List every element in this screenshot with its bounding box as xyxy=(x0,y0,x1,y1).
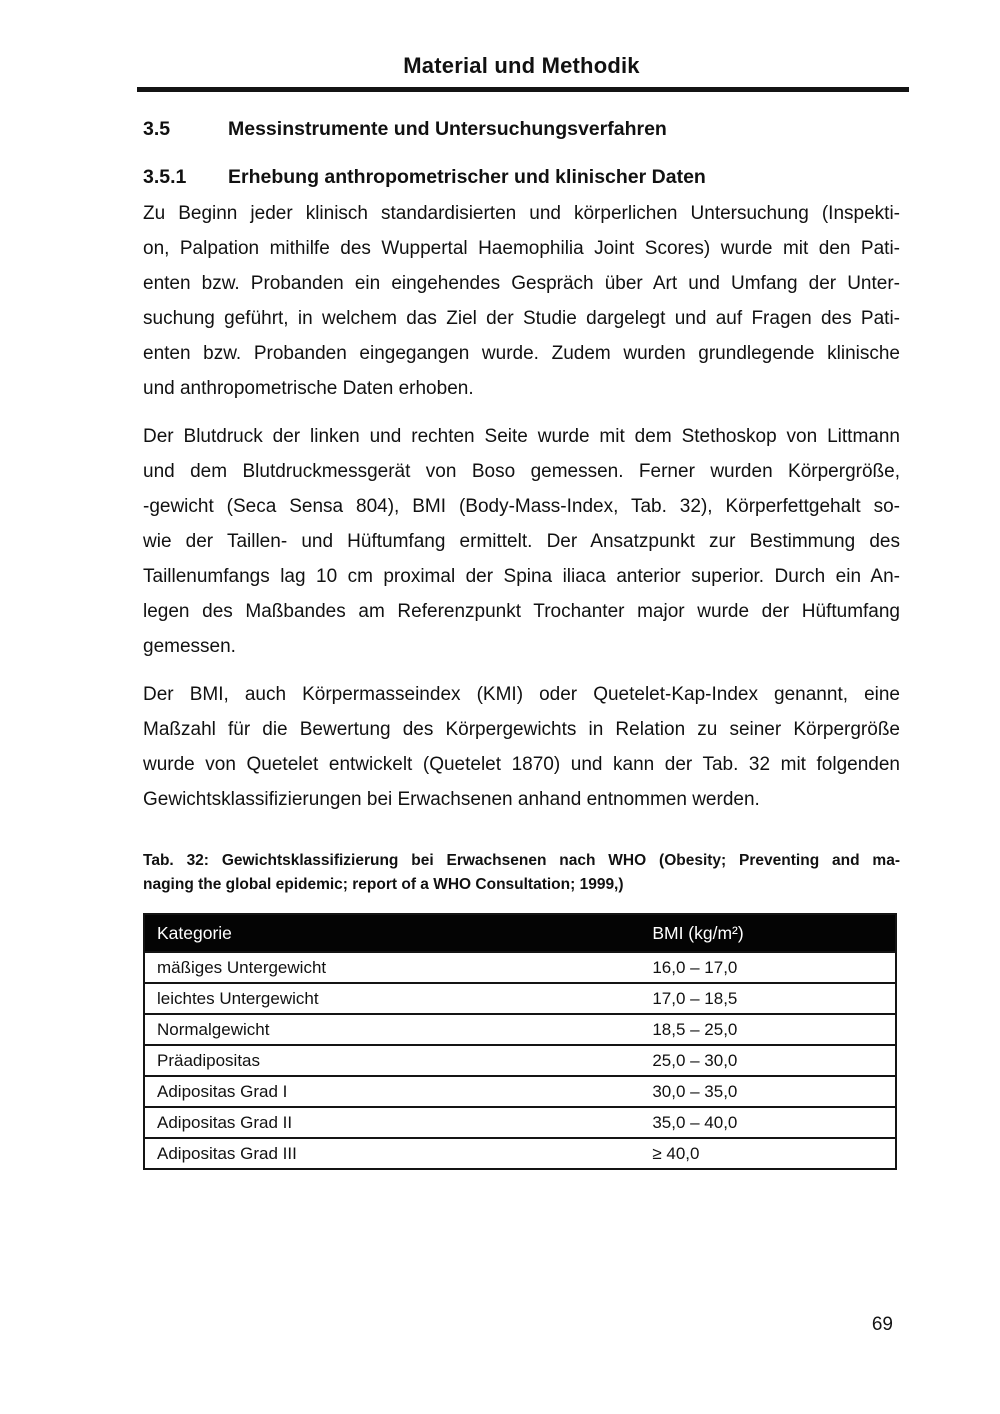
table-caption-line: naging the global epidemic; report of a WHO Consultation; 1999,) xyxy=(143,876,624,893)
cell-bmi-range: ≥ 40,0 xyxy=(640,1138,896,1169)
cell-kategorie: Adipositas Grad I xyxy=(144,1076,640,1107)
cell-bmi-range: 16,0 – 17,0 xyxy=(640,952,896,983)
table-row xyxy=(144,1014,896,1045)
section-heading-3-5 xyxy=(143,117,900,141)
section-title: Messinstrumente und Untersuchungsverfahren xyxy=(228,118,667,140)
paragraph-line: enten bzw. Probanden ein eingehendes Gespräch über Art und Umfang der Unter- xyxy=(143,273,900,294)
column-header-bmi: BMI (kg/m²) xyxy=(640,914,896,952)
cell-kategorie: mäßiges Untergewicht xyxy=(144,952,640,983)
table-row xyxy=(144,1076,896,1107)
paragraph-line: Der BMI, auch Körpermasseindex (KMI) oder Quetelet-Kap-Index genannt, eine xyxy=(143,684,900,705)
cell-bmi-range: 35,0 – 40,0 xyxy=(640,1107,896,1138)
paragraph-line: enten bzw. Probanden eingegangen wurde. Zudem wurden grundlegende klinische xyxy=(143,343,900,364)
running-header-title: Material und Methodik xyxy=(403,53,640,78)
body-paragraphs xyxy=(143,196,900,817)
paragraph-2 xyxy=(143,419,900,664)
section-number: 3.5 xyxy=(143,118,171,140)
cell-bmi-range: 18,5 – 25,0 xyxy=(640,1014,896,1045)
cell-kategorie: Präadipositas xyxy=(144,1045,640,1076)
page-content xyxy=(143,0,900,1170)
paragraph-line: legen des Maßbandes am Referenzpunkt Trochanter major wurde der Hüftumfang xyxy=(143,601,900,622)
bmi-classification-table xyxy=(143,913,897,1170)
header-double-rule xyxy=(137,87,909,92)
page-number: 69 xyxy=(871,1314,893,1335)
table-row xyxy=(144,952,896,983)
paragraph-line: wurde von Quetelet entwickelt (Quetelet 1870) und kann der Tab. 32 mit folgenden xyxy=(143,754,900,775)
cell-kategorie: Normalgewicht xyxy=(144,1014,640,1045)
paragraph-line: suchung geführt, in welchem das Ziel der Studie dargelegt und auf Fragen des Pati- xyxy=(143,308,900,329)
cell-kategorie: Adipositas Grad II xyxy=(144,1107,640,1138)
table-caption-line: Tab. 32: Gewichtsklassifizierung bei Erwachsenen nach WHO (Obesity; Preventing and ma- xyxy=(143,852,900,869)
section-number: 3.5.1 xyxy=(143,166,187,188)
paragraph-line: und dem Blutdruckmessgerät von Boso gemessen. Ferner wurden Körpergröße, xyxy=(143,461,900,482)
paragraph-line: Zu Beginn jeder klinisch standardisierten und körperlichen Untersuchung (Inspekti- xyxy=(143,203,900,224)
paragraph-line: Maßzahl für die Bewertung des Körpergewichts in Relation zu seiner Körpergröße xyxy=(143,719,900,740)
table-row xyxy=(144,983,896,1014)
paragraph-line: -gewicht (Seca Sensa 804), BMI (Body-Mass-Index, Tab. 32), Körperfettgehalt so- xyxy=(143,496,900,517)
section-title: Erhebung anthropometrischer und klinischer Daten xyxy=(228,166,706,188)
paragraph-line: gemessen. xyxy=(143,636,236,657)
paragraph-line: und anthropometrische Daten erhoben. xyxy=(143,378,474,399)
column-header-kategorie: Kategorie xyxy=(144,914,640,952)
cell-bmi-range: 17,0 – 18,5 xyxy=(640,983,896,1014)
table-row xyxy=(144,1107,896,1138)
table-header-row xyxy=(144,914,896,952)
paragraph-line: Taillenumfangs lag 10 cm proximal der Spina iliaca anterior superior. Durch ein An- xyxy=(143,566,900,587)
cell-bmi-range: 30,0 – 35,0 xyxy=(640,1076,896,1107)
cell-bmi-range: 25,0 – 30,0 xyxy=(640,1045,896,1076)
cell-kategorie: leichtes Untergewicht xyxy=(144,983,640,1014)
table-row xyxy=(144,1045,896,1076)
paragraph-line: on, Palpation mithilfe des Wuppertal Haemophilia Joint Scores) wurde mit den Pati- xyxy=(143,238,900,259)
paragraph-1 xyxy=(143,196,900,406)
section-heading-3-5-1 xyxy=(143,165,900,189)
table-row xyxy=(144,1138,896,1169)
paragraph-line: Gewichtsklassifizierungen bei Erwachsenen anhand entnommen werden. xyxy=(143,789,760,810)
paragraph-3 xyxy=(143,677,900,817)
paragraph-line: wie der Taillen- und Hüftumfang ermittelt. Der Ansatzpunkt zur Bestimmung des xyxy=(143,531,900,552)
paragraph-line: Der Blutdruck der linken und rechten Seite wurde mit dem Stethoskop von Littmann xyxy=(143,426,900,447)
cell-kategorie: Adipositas Grad III xyxy=(144,1138,640,1169)
table-caption xyxy=(143,849,900,897)
